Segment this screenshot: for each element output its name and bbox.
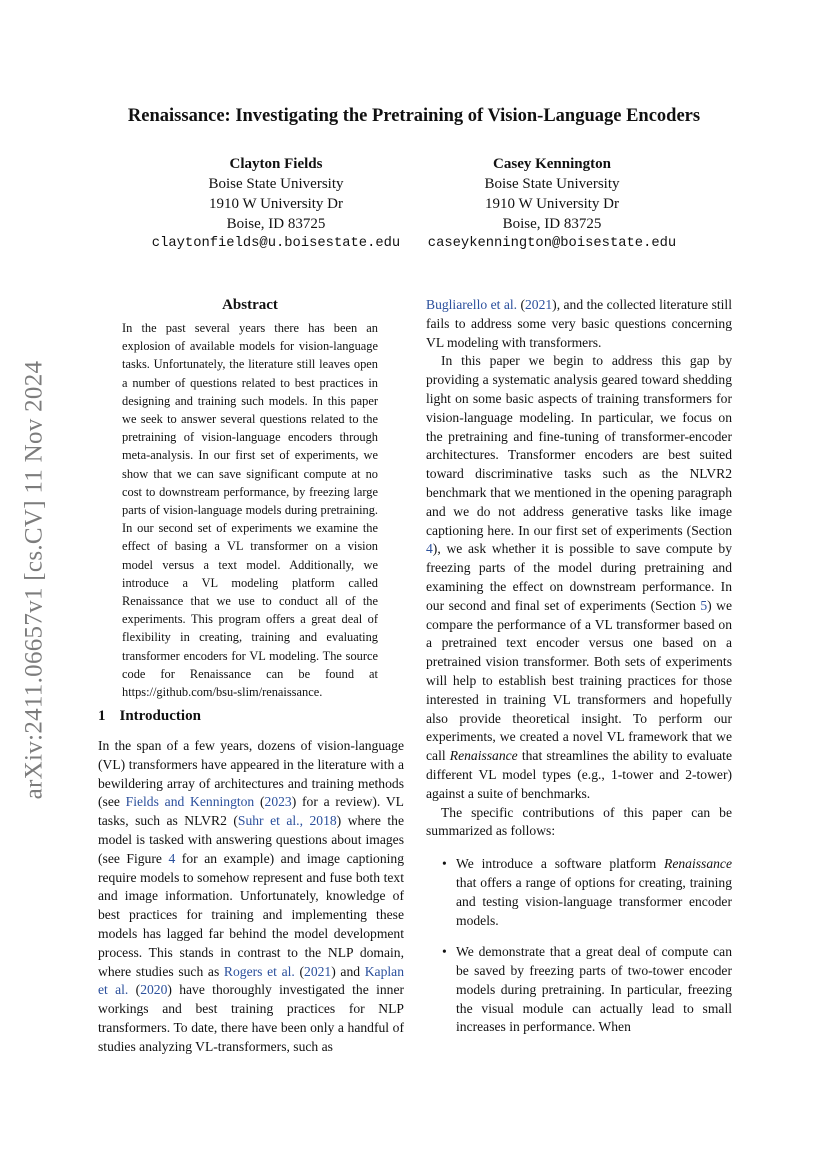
author-address-line: 1910 W University Dr [208, 196, 344, 212]
body-text: ( [254, 794, 265, 810]
author-address-line: 1910 W University Dr [484, 196, 620, 212]
body-text: ( [294, 963, 305, 979]
introduction-right-column [426, 296, 732, 1050]
paragraph [426, 804, 732, 842]
citation-link[interactable]: Fields and Kennington [125, 794, 255, 810]
emphasis-text: Renaissance [664, 856, 732, 872]
body-text: ) we compare the performance of a VL transformer based on a pretrained text encoder versus one based on a pretrained vision transformer. Both sets of experiments will help to establish best training practices for those interested in training VL transformers and hopefully also provide theoretical insight. To perform our experiments, we created a novel VL framework that we call [426, 597, 732, 764]
body-text: that offers a range of options for creating, training and testing vision-language transformer encoder models. [456, 874, 732, 928]
body-text: In this paper we begin to address this gap by providing a systematic analysis geared toward shedding light on some basic aspects of training transformers for vision-language modeling. In particular, we focus on the pretraining and fine-tuning of transformer-encoder architectures. Transformer encoders are best suited toward discriminative tasks such as the NLVR2 benchmark that we mentioned in the opening paragraph and we do not address generative tasks like image captioning here. In our first set of experiments (Section [426, 353, 732, 538]
author-block-2 [420, 154, 684, 254]
arxiv-identifier [8, 300, 60, 860]
abstract-body: In the past several years there has been an explosion of available models for vision-language tasks. Unfortunately, the literature still leaves open a number of questions related to best practices in designing and training such models. In this paper we seek to answer several questions related to the pretraining of vision-language encoders through meta-analysis. In our first set of experiments, we show that we can save significant compute at no cost to downstream performance, by freezing large parts of vision-language models during pretraining. In our second set of experiments we examine the effect of basing a VL transformer on a vision model versus a text model. Additionally, we introduce a VL modeling platform called Renaissance that we use to conduct all of the experiments. This program offers a great deal of flexibility in creating, training and evaluating transformer encoders for VL modeling. The source code for Renaissance can be found at https://github.com/bsu-slim/renaissance. [122, 321, 378, 700]
bullet-icon: • [442, 856, 447, 872]
body-text: We demonstrate that a great deal of compute can be saved by freezing parts of two-tower encoder models during pretraining. In particular, freezing the visual module can actually lead to small increases in performance. When [456, 944, 732, 1035]
body-text: The specific contributions of this paper can be summarized as follows: [426, 804, 732, 839]
body-text: ) and [331, 963, 365, 979]
citation-link[interactable]: 2021 [524, 297, 553, 312]
body-text: ( [128, 982, 141, 998]
section-title: Introduction [119, 708, 201, 724]
abstract-heading: Abstract [222, 297, 278, 313]
paragraph [426, 352, 732, 803]
author-name: Casey Kennington [493, 156, 611, 172]
arxiv-identifier-text: arXiv:2411.06657v1 [cs.CV] 11 Nov 2024 [20, 360, 48, 800]
citation-link[interactable]: Kaplan et al. [98, 963, 404, 998]
author-email: caseykennington@boisestate.edu [427, 236, 677, 251]
body-text: ) have thoroughly investigated the inner workings and best training practices for NLP transformers. To date, there have been only a handful of studies analyzing VL-transformers, such as [98, 982, 405, 1054]
body-text: In the span of a few years, dozens of vision-language (VL) transformers have appeared in the literature with a bewildering array of architectures and training methods (see [98, 738, 404, 810]
paragraph [426, 296, 732, 352]
body-text: ) for a review). VL tasks, such as NLVR2 ( [98, 794, 404, 829]
citation-link[interactable]: Rogers et al. [223, 963, 295, 979]
citation-link[interactable]: Bugliarello et al. [426, 297, 518, 312]
section-reference-link[interactable]: 5 [700, 597, 708, 613]
citation-link[interactable]: Suhr et al., 2018 [237, 813, 337, 829]
contributions-list [426, 855, 732, 1037]
body-text: ) where the model is tasked with answering questions about images (see Figure [98, 813, 405, 866]
citation-link[interactable]: 2023 [264, 794, 292, 810]
citation-link[interactable]: 2020 [140, 982, 168, 998]
section-number: 1 [98, 708, 106, 724]
figure-reference-link[interactable]: 4 [168, 850, 176, 866]
body-text: for an example) and image captioning require models to somehow represent and fuse both text and image information. Unfortunately, knowledge of best practices for training and implementing these models has lagged far behind the model development process. This stands in contrast to the NLP domain, where studies such as [98, 850, 404, 979]
paragraph [98, 737, 404, 1057]
introduction-left-column [98, 737, 404, 1057]
author-affiliation: Boise State University [484, 176, 620, 192]
paper-title: Renaissance: Investigating the Pretraining of Vision-Language Encoders [127, 106, 701, 126]
section-heading-introduction [98, 708, 201, 725]
body-text: ), and the collected literature still fails to address some very basic questions concerning VL modeling with transformers. [426, 297, 732, 350]
emphasis-text: Renaissance [449, 748, 518, 764]
author-address-line: Boise, ID 83725 [226, 216, 326, 232]
section-reference-link[interactable]: 4 [426, 541, 433, 557]
author-affiliation: Boise State University [208, 176, 344, 192]
body-text: We introduce a software platform [456, 856, 665, 872]
author-block-1 [148, 154, 404, 254]
body-text: ( [517, 297, 525, 312]
author-address-line: Boise, ID 83725 [502, 216, 602, 232]
list-item [426, 855, 732, 930]
citation-link[interactable]: 2021 [304, 963, 332, 979]
bullet-icon: • [442, 944, 447, 960]
author-name: Clayton Fields [229, 156, 323, 172]
body-text: ), we ask whether it is possible to save compute by freezing parts of the model during pretraining and examining the effect on downstream performance. In our second and final set of experiments (Section [426, 541, 732, 613]
list-item [426, 943, 732, 1037]
author-email: claytonfields@u.boisestate.edu [151, 236, 401, 251]
body-text: that streamlines the ability to evaluate different VL model types (e.g., 1-tower and 2-tower) against a suite of benchmarks. [426, 748, 732, 801]
